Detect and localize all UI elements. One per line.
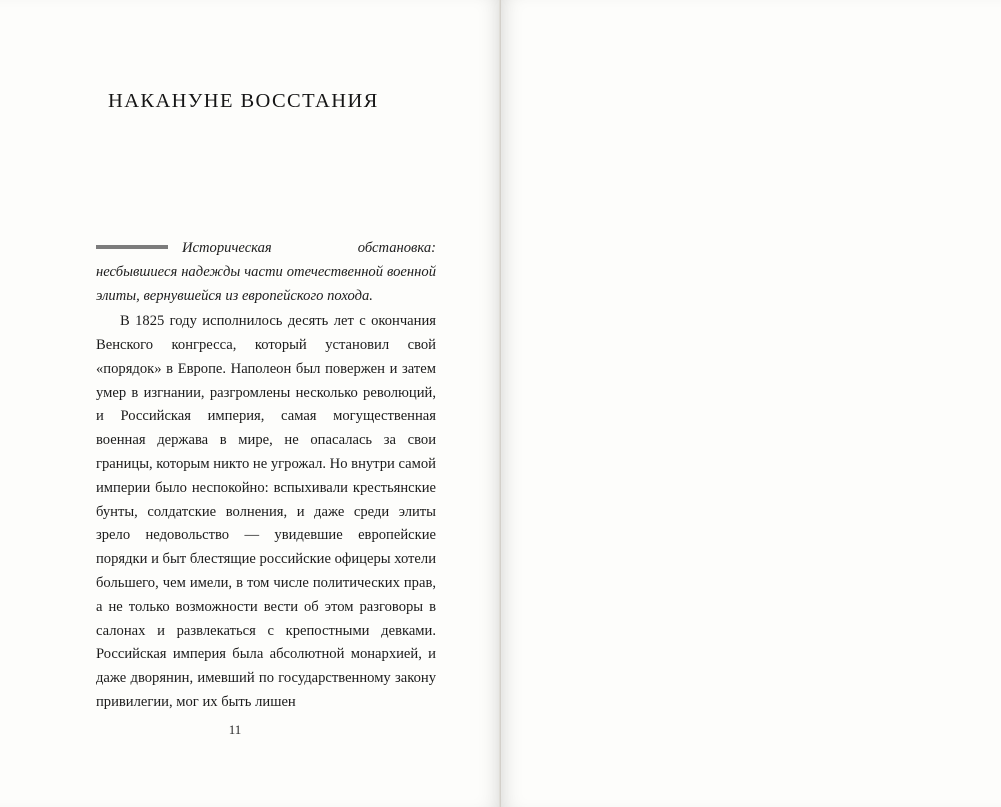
chapter-title: НАКАНУНЕ ВОССТАНИЯ: [108, 90, 379, 112]
lead-paragraph-block: [96, 237, 436, 308]
left-page: [0, 0, 500, 807]
lead-rule-decoration: [96, 245, 168, 249]
lead-paragraph: Историческая обстановка: несбывшиеся надежды части отечественной военной элиты, вернувшейся из европейского похода.: [96, 240, 436, 304]
body-paragraph: В 1825 году исполнилось десять лет с окончания Венского конгресса, который установил свой «порядок» в Европе. Наполеон был повержен и затем умер в изгнании, разгромлены несколько революций, и Российская империя, самая могущественная военная держава в мире, не опасалась за свои границы, которым никто не угрожал. Но внутри самой империи было неспокойно: вспыхивали крестьянские бунты, солдатские волнения, и даже среди элиты зрело недовольство — увидевшие европейские порядки и быт блестящие российские офицеры хотели большего, чем имели, в том числе политических прав, а не только возможности вести об этом разговоры в салонах и развлекаться с крепостными девками. Российская империя была абсолютной монархией, и даже дворянин, имевший по государственному закону привилегии, мог их быть лишен: [96, 313, 436, 710]
page-number-left: 11: [228, 722, 242, 737]
left-page-text-column: [96, 60, 436, 715]
right-page: [501, 0, 1001, 807]
